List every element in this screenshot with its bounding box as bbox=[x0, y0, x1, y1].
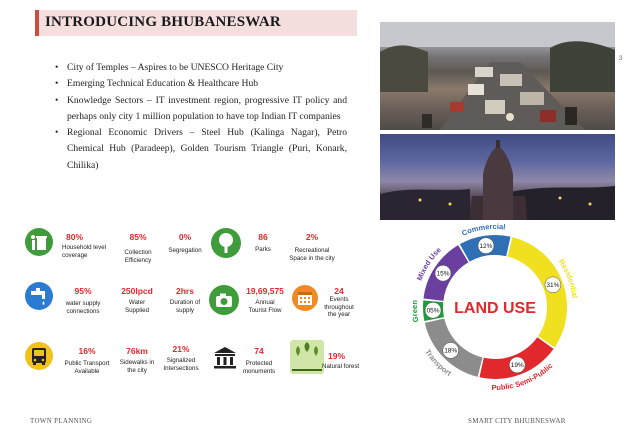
stat-value: 19,69,575 bbox=[246, 286, 284, 296]
stat-label: Parks bbox=[255, 246, 271, 253]
category-label: Mixed Use bbox=[414, 245, 443, 282]
stat-value: 86 bbox=[258, 232, 268, 242]
stat-collection bbox=[118, 232, 158, 264]
stat-value: 95% bbox=[74, 286, 92, 296]
stat-value: 74 bbox=[254, 346, 264, 356]
stat-monuments bbox=[238, 346, 280, 375]
stat-label: coverage bbox=[62, 251, 88, 259]
stat-label: Available bbox=[74, 367, 100, 375]
stat-label: Signalized bbox=[166, 357, 196, 364]
stat-label: Annual bbox=[255, 299, 275, 306]
value-label: 05% bbox=[426, 307, 440, 315]
stat-label: throughout bbox=[324, 303, 354, 311]
stat-intersections bbox=[158, 344, 204, 372]
chart-title: LAND USE bbox=[454, 300, 536, 317]
stat-label: Space in the city bbox=[289, 254, 335, 262]
title-bar bbox=[35, 10, 357, 36]
bullet-list bbox=[55, 60, 347, 174]
value-label: 15% bbox=[436, 270, 450, 278]
category-label: Green bbox=[409, 299, 421, 323]
bullet-item: • Regional Economic Drivers – Steel Hub (Kalinga Nagar), Petro Chemical Hub (Paradeep), Golden Tourism Triangle (Puri, Konark, Chilika) bbox=[55, 125, 347, 174]
temple-dusk-photo bbox=[380, 134, 615, 220]
stat-value: 2hrs bbox=[176, 286, 194, 296]
stat-label: Duration of bbox=[169, 299, 201, 306]
stat-duration bbox=[162, 286, 208, 314]
stat-value: 16% bbox=[78, 346, 96, 356]
stat-label: Segregation bbox=[168, 247, 202, 254]
stat-parks bbox=[248, 232, 278, 254]
value-label: 12% bbox=[479, 242, 493, 250]
stat-label: Collection bbox=[124, 249, 152, 256]
stat-water-supplied bbox=[115, 286, 159, 314]
stat-label: water supply bbox=[65, 300, 101, 307]
stat-coverage bbox=[62, 232, 106, 259]
stat-value: 85% bbox=[129, 232, 147, 242]
stat-public-transport bbox=[58, 346, 116, 375]
category-label: Residential bbox=[556, 257, 580, 299]
stat-label: Efficiency bbox=[124, 256, 152, 264]
value-label: 19% bbox=[510, 362, 524, 370]
forest-icon bbox=[290, 340, 324, 379]
bus-icon bbox=[25, 342, 53, 375]
stat-label: supply bbox=[176, 306, 194, 314]
stat-label: Household level bbox=[62, 244, 107, 251]
calendar-icon bbox=[292, 285, 318, 316]
stat-label: the year bbox=[327, 311, 351, 319]
stat-sidewalks bbox=[114, 346, 160, 374]
stat-value: 21% bbox=[172, 344, 190, 354]
water-tap-icon bbox=[25, 282, 53, 315]
stat-events bbox=[318, 286, 360, 319]
stat-value: 250lpcd bbox=[121, 286, 153, 296]
stat-label: Supplied bbox=[124, 306, 150, 314]
stat-label: Intersections bbox=[163, 364, 199, 372]
stat-segregation bbox=[162, 232, 208, 255]
value-label: 31% bbox=[546, 282, 560, 290]
city-traffic-photo bbox=[380, 22, 615, 130]
stat-tourist-flow bbox=[240, 286, 290, 314]
camera-icon bbox=[209, 285, 239, 320]
stat-label: Sidewalks in bbox=[119, 359, 155, 366]
garbage-bin-icon bbox=[25, 228, 53, 261]
stat-label: monuments bbox=[242, 367, 276, 375]
stat-value: 19% bbox=[328, 351, 346, 361]
bullet-item: • City of Temples – Aspires to be UNESCO Heritage City bbox=[55, 60, 347, 76]
page-title: INTRODUCING BHUBANESWAR bbox=[45, 14, 281, 30]
stat-value: 2% bbox=[305, 232, 319, 242]
stat-label: the city bbox=[127, 366, 147, 374]
footer-left: TOWN PLANNING bbox=[30, 417, 93, 425]
stat-value: 24 bbox=[334, 286, 344, 296]
stat-label: Public Transport bbox=[64, 360, 110, 367]
slice-residential bbox=[508, 237, 567, 347]
stat-value: 0% bbox=[178, 232, 192, 242]
stat-forest bbox=[322, 351, 362, 371]
stat-label: Events bbox=[329, 296, 349, 303]
stat-value: 80% bbox=[66, 232, 84, 242]
monument-icon bbox=[212, 344, 238, 375]
category-label: Commercial bbox=[460, 222, 506, 238]
stat-water-connections bbox=[58, 286, 108, 315]
stat-label: Tourist Flow bbox=[248, 306, 282, 314]
footer-right: SMART CITY BHUBNESWAR bbox=[468, 417, 566, 425]
category-label: Public Semi-Public bbox=[491, 361, 555, 392]
category-label: Transport bbox=[423, 347, 454, 378]
land-use-donut-chart bbox=[395, 222, 595, 392]
stat-label: Natural forest bbox=[322, 363, 360, 370]
tree-icon bbox=[211, 228, 241, 263]
stat-label: Recreational bbox=[294, 247, 330, 254]
stat-label: connections bbox=[66, 307, 100, 315]
bullet-item: • Emerging Technical Education & Healthcare Hub bbox=[55, 76, 347, 92]
slide-number: 3 bbox=[619, 56, 623, 62]
bullet-item: • Knowledge Sectors – IT investment region, progressive IT policy and perhaps only city 1 million population to have top Indian IT companies bbox=[55, 93, 347, 126]
stat-recreational bbox=[284, 232, 340, 262]
value-label: 18% bbox=[444, 347, 458, 355]
stat-value: 76km bbox=[126, 346, 148, 356]
stat-label: Water bbox=[128, 299, 146, 306]
stat-label: Protected bbox=[245, 360, 273, 367]
